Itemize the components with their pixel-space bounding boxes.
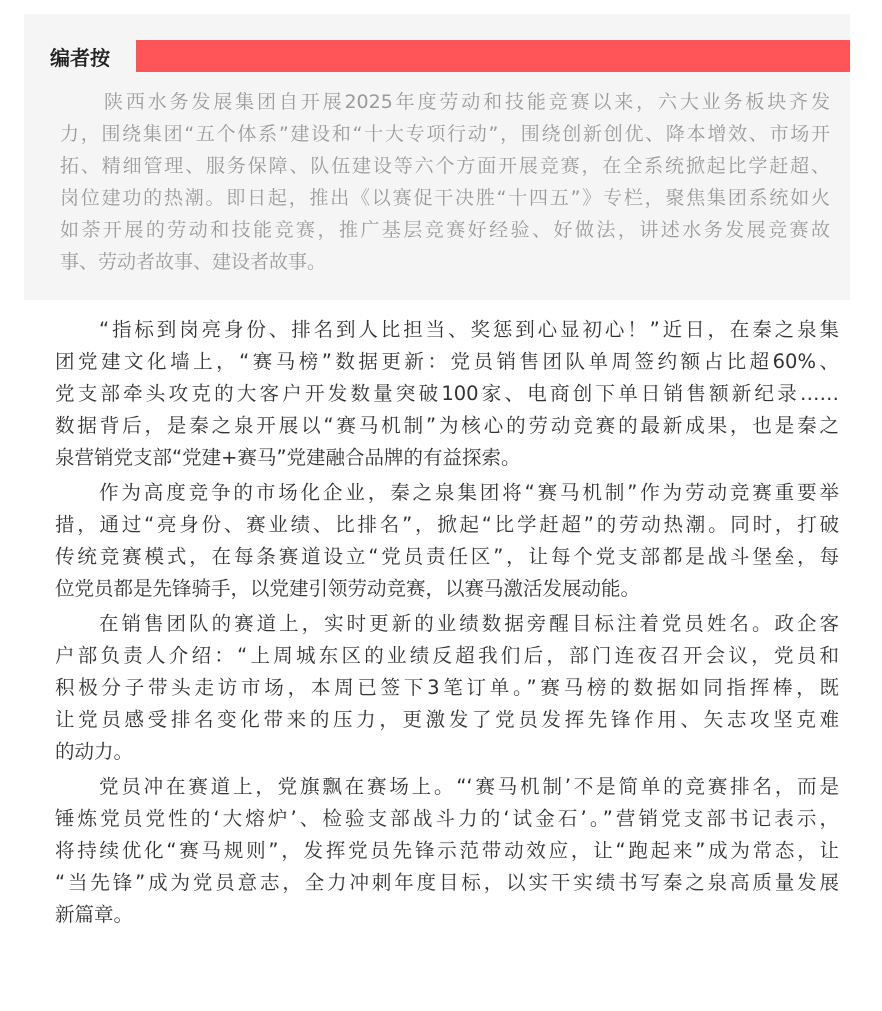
text-line: “指标到岗亮身份、排名到人比担当、奖惩到心显初心！”近日，在秦之泉集 [99,318,839,341]
text-line: 拓、精细管理、服务保障、队伍建设等六个方面开展竞赛，在全系统掀起比学赶超、 [60,155,830,177]
editor-note-title: 编者按 [50,46,110,70]
text-line: 在销售团队的赛道上，实时更新的业绩数据旁醒目标注着党员姓名。政企客 [99,612,839,635]
text-line: 新篇章。 [55,903,134,926]
text-line: 泉营销党支部“党建+赛马”党建融合品牌的有益探索。 [55,446,521,469]
text-line: 如荼开展的劳动和技能竞赛，推广基层竞赛好经验、好做法，讲述水务发展竞赛故 [60,219,830,241]
text-line: 位党员都是先锋骑手，以党建引领劳动竞赛，以赛马激活发展动能。 [55,577,641,600]
article-paragraph [55,608,839,768]
text-line: “当先锋”成为党员意志，全力冲刺年度目标，以实干实绩书写秦之泉高质量发展 [55,871,839,894]
text-line: 让党员感受排名变化带来的压力，更激发了党员发挥先锋作用、矢志攻坚克难 [55,708,839,731]
editor-note-text [60,86,830,278]
article-paragraph [55,477,839,605]
text-line: 团党建文化墙上，“赛马榜”数据更新：党员销售团队单周签约额占比超60%、 [55,350,839,373]
text-line: 力，围绕集团“五个体系”建设和“十大专项行动”，围绕创新创优、降本增效、市场开 [60,123,830,145]
text-line: 党支部牵头攻克的大客户开发数量突破100家、电商创下单日销售额新纪录…… [55,382,839,405]
text-line: 的动力。 [55,740,134,763]
text-line: 传统竞赛模式，在每条赛道设立“党员责任区”，让每个党支部都是战斗堡垒，每 [55,545,839,568]
text-line: 作为高度竞争的市场化企业，秦之泉集团将“赛马机制”作为劳动竞赛重要举 [99,481,839,504]
text-line: 数据背后，是秦之泉开展以“赛马机制”为核心的劳动竞赛的最新成果，也是秦之 [55,414,839,437]
text-line: 锤炼党员党性的‘大熔炉’、检验支部战斗力的‘试金石’。”营销党支部书记表示， [55,807,839,830]
article-paragraph [55,314,839,474]
editor-note-box [24,14,850,300]
article-body [55,314,839,934]
text-line: 陕西水务发展集团自开展2025年度劳动和技能竞赛以来，六大业务板块齐发 [104,91,830,113]
text-line: 党员冲在赛道上，党旗飘在赛场上。“‘赛马机制’不是简单的竞赛排名，而是 [99,775,839,798]
text-line: 事、劳动者故事、建设者故事。 [60,251,327,273]
editor-note-accent-bar [136,40,850,72]
text-line: 措，通过“亮身份、赛业绩、比排名”，掀起“比学赶超”的劳动热潮。同时，打破 [55,513,839,536]
text-line: 户部负责人介绍：“上周城东区的业绩反超我们后，部门连夜召开会议，党员和 [55,644,839,667]
article-paragraph [55,771,839,931]
text-line: 将持续优化“赛马规则”，发挥党员先锋示范带动效应，让“跑起来”成为常态，让 [55,839,839,862]
text-line: 岗位建功的热潮。即日起，推出《以赛促干决胜“十四五”》专栏，聚焦集团系统如火 [60,187,830,209]
text-line: 积极分子带头走访市场，本周已签下3笔订单。”赛马榜的数据如同指挥棒，既 [55,676,839,699]
